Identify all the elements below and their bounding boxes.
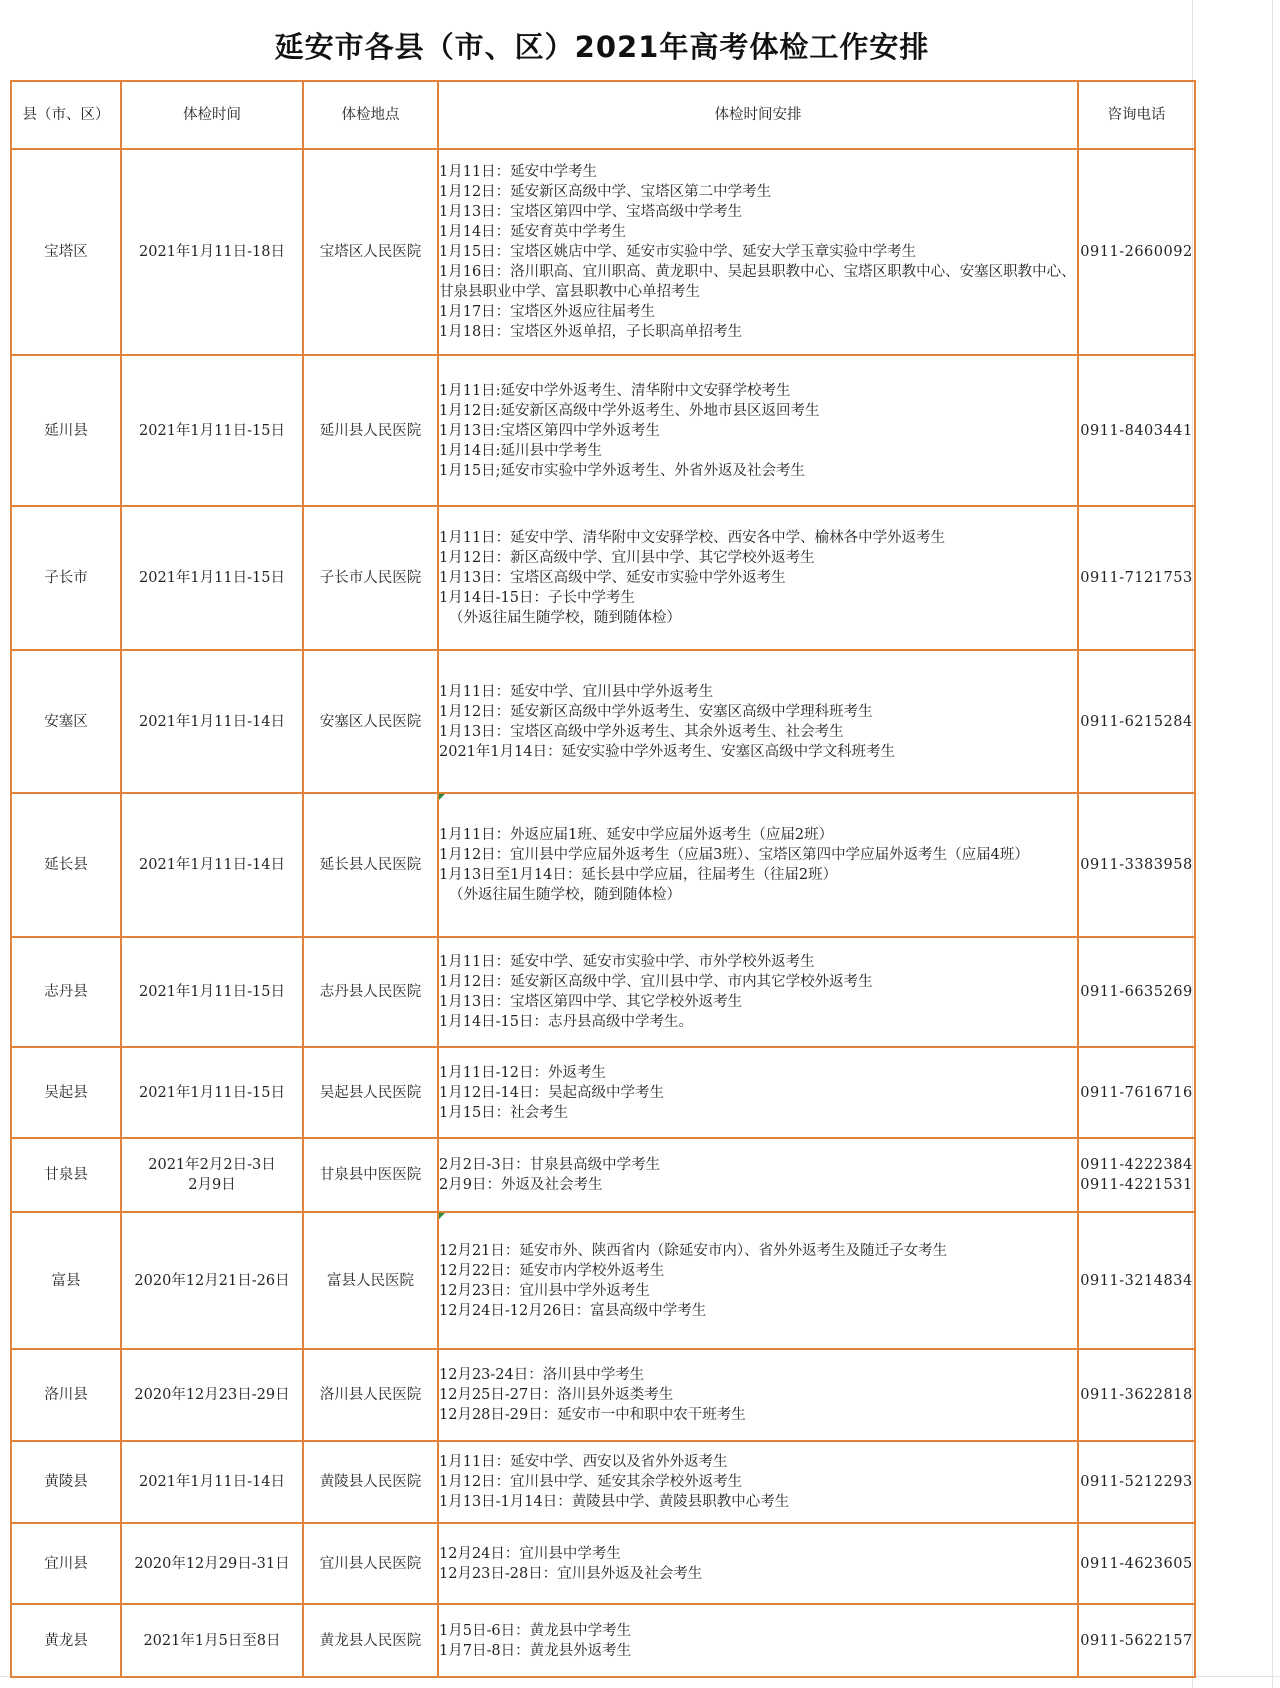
- table-row: [11, 1047, 1195, 1138]
- time-cell: 2021年1月11日-15日: [121, 937, 303, 1047]
- schedule-cell: [438, 355, 1078, 506]
- table-row: [11, 1349, 1195, 1441]
- time-cell: 2021年1月11日-15日: [121, 355, 303, 506]
- county-cell: 志丹县: [11, 937, 121, 1047]
- county-cell: 黄龙县: [11, 1604, 121, 1677]
- schedule-line: 1月14日-15日：子长中学考生: [439, 590, 636, 606]
- schedule-line: 1月12日：延安新区高级中学、宝塔区第二中学考生: [439, 184, 772, 200]
- county-cell: 延长县: [11, 793, 121, 937]
- table-row: [11, 1441, 1195, 1523]
- table-row: [11, 1138, 1195, 1212]
- schedule-line: 1月18日：宝塔区外返单招，子长职高单招考生: [439, 324, 743, 340]
- schedule-cell: [438, 506, 1078, 650]
- phone-number: 0911-5622157: [1080, 1632, 1193, 1649]
- schedule-line: 1月13日:宝塔区第四中学外返考生: [439, 422, 661, 439]
- time-cell: 2020年12月23日-29日: [121, 1349, 303, 1441]
- location-cell: 富县人民医院: [303, 1212, 438, 1349]
- time-cell: 2020年12月21日-26日: [121, 1212, 303, 1349]
- table-row: [11, 937, 1195, 1047]
- time-cell: 2021年1月11日-14日: [121, 793, 303, 937]
- time-line: 2月9日: [188, 1177, 236, 1193]
- time-cell: 2020年12月29日-31日: [121, 1523, 303, 1604]
- county-cell: 富县: [11, 1212, 121, 1349]
- schedule-cell: [438, 1047, 1078, 1138]
- time-cell: 2021年1月11日-15日: [121, 1047, 303, 1138]
- schedule-line: 12月21日：延安市外、陕西省内（除延安市内）、省外外返考生及随迁子女考生: [439, 1242, 948, 1259]
- schedule-line: 1月15日：宝塔区姚店中学、延安市实验中学、延安大学玉章实验中学考生: [439, 244, 917, 260]
- phone-number: 0911-2660092: [1080, 244, 1193, 260]
- schedule-line: 1月12日：宜川县中学应届外返考生（应届3班）、宝塔区第四中学应届外返考生（应届4班）: [439, 847, 1029, 863]
- header-schedule: 体检时间安排: [438, 81, 1078, 149]
- location-cell: 延川县人民医院: [303, 355, 438, 506]
- location-cell: 黄龙县人民医院: [303, 1604, 438, 1677]
- schedule-line: 2月2日-3日：甘泉县高级中学考生: [439, 1157, 661, 1173]
- phone-number: 0911-3383958: [1080, 857, 1193, 873]
- phone-cell: [1078, 650, 1195, 793]
- schedule-line: 12月24日：宜川县中学考生: [439, 1545, 621, 1562]
- schedule-line: 2021年1月14日：延安实验中学外返考生、安塞区高级中学文科班考生: [439, 743, 896, 760]
- phone-cell: [1078, 1441, 1195, 1523]
- time-cell: 2021年1月11日-14日: [121, 1441, 303, 1523]
- phone-cell: [1078, 1212, 1195, 1349]
- schedule-cell: [438, 1441, 1078, 1523]
- schedule-line: 1月11日：延安中学、延安市实验中学、市外学校外返考生: [439, 954, 815, 970]
- schedule-line: 1月13日：宝塔区第四中学、其它学校外返考生: [439, 994, 743, 1010]
- phone-number: 0911-6635269: [1080, 984, 1193, 1000]
- schedule-note: （外返往届生随学校，随到随体检）: [449, 610, 681, 626]
- schedule-cell: [438, 1523, 1078, 1604]
- county-cell: 安塞区: [11, 650, 121, 793]
- phone-number: 0911-4221531: [1080, 1177, 1193, 1193]
- schedule-line: 1月12日-14日：吴起高级中学考生: [439, 1084, 665, 1101]
- phone-number: 0911-3214834: [1080, 1272, 1193, 1289]
- schedule-line: 1月17日：宝塔区外返应往届考生: [439, 304, 656, 320]
- phone-number: 0911-7616716: [1080, 1084, 1193, 1101]
- schedule-table: [10, 80, 1196, 1678]
- schedule-line: 12月23日：宜川县中学外返考生: [439, 1282, 650, 1299]
- county-cell: 宜川县: [11, 1523, 121, 1604]
- table-row: [11, 650, 1195, 793]
- location-cell: 吴起县人民医院: [303, 1047, 438, 1138]
- phone-number: 0911-6215284: [1080, 713, 1193, 730]
- schedule-line: 1月13日：宝塔区第四中学、宝塔高级中学考生: [439, 204, 743, 220]
- time-line: 2021年2月2日-3日: [148, 1157, 276, 1173]
- schedule-line: 1月11日：延安中学、宜川县中学外返考生: [439, 683, 714, 700]
- page-title: 延安市各县（市、区）2021年高考体检工作安排: [274, 29, 930, 64]
- table-row: [11, 793, 1195, 937]
- phone-cell: [1078, 355, 1195, 506]
- location-cell: 黄陵县人民医院: [303, 1441, 438, 1523]
- county-cell: 宝塔区: [11, 149, 121, 355]
- comment-marker-icon: [439, 1213, 445, 1219]
- schedule-line: 1月13日至1月14日：延长县中学应届，往届考生（往届2班）: [439, 867, 838, 883]
- table-row: [11, 1212, 1195, 1349]
- schedule-line: 12月23-24日：洛川县中学考生: [439, 1367, 645, 1383]
- county-cell: 甘泉县: [11, 1138, 121, 1212]
- schedule-line: 1月15日：社会考生: [439, 1104, 569, 1121]
- schedule-line: 1月11日-12日：外返考生: [439, 1064, 607, 1081]
- schedule-line: 1月13日-1月14日：黄陵县中学、黄陵县职教中心考生: [439, 1494, 790, 1510]
- location-cell: 洛川县人民医院: [303, 1349, 438, 1441]
- table-row: [11, 355, 1195, 506]
- phone-cell: [1078, 793, 1195, 937]
- header-county: 县（市、区）: [11, 81, 121, 149]
- schedule-line: 1月14日:延川县中学考生: [439, 442, 603, 459]
- time-cell: 2021年1月11日-15日: [121, 506, 303, 650]
- schedule-line: 1月11日：延安中学考生: [439, 164, 598, 180]
- schedule-cell: [438, 793, 1078, 937]
- location-cell: 安塞区人民医院: [303, 650, 438, 793]
- schedule-line: 1月12日：延安新区高级中学外返考生、安塞区高级中学理科班考生: [439, 703, 873, 720]
- schedule-cell: [438, 1138, 1078, 1212]
- schedule-line: 1月13日：宝塔区高级中学外返考生、其余外返考生、社会考生: [439, 723, 844, 740]
- header-phone: 咨询电话: [1078, 81, 1195, 149]
- table-row: [11, 1523, 1195, 1604]
- county-cell: 延川县: [11, 355, 121, 506]
- phone-cell: [1078, 506, 1195, 650]
- phone-cell: [1078, 1604, 1195, 1677]
- phone-number: 0911-5212293: [1080, 1474, 1193, 1490]
- schedule-line: 1月11日：外返应届1班、延安中学应届外返考生（应届2班）: [439, 827, 834, 843]
- schedule-cell: [438, 1212, 1078, 1349]
- schedule-line: 1月12日：新区高级中学、宜川县中学、其它学校外返考生: [439, 550, 815, 566]
- schedule-line: 12月22日：延安市内学校外返考生: [439, 1262, 665, 1279]
- time-cell: [121, 1138, 303, 1212]
- phone-number: 0911-7121753: [1080, 570, 1193, 586]
- header-location: 体检地点: [303, 81, 438, 149]
- county-cell: 黄陵县: [11, 1441, 121, 1523]
- phone-cell: [1078, 1523, 1195, 1604]
- location-cell: 宜川县人民医院: [303, 1523, 438, 1604]
- location-cell: 子长市人民医院: [303, 506, 438, 650]
- schedule-line: 1月14日：延安育英中学考生: [439, 224, 627, 240]
- table-header-row: [11, 81, 1195, 149]
- schedule-line: 12月25日-27日：洛川县外返类考生: [439, 1387, 674, 1403]
- table-row: [11, 1604, 1195, 1677]
- location-cell: 甘泉县中医医院: [303, 1138, 438, 1212]
- table-row: [11, 506, 1195, 650]
- schedule-line: 1月11日：延安中学、清华附中文安驿学校、西安各中学、榆林各中学外返考生: [439, 530, 946, 546]
- schedule-line: 2月9日：外返及社会考生: [439, 1177, 603, 1193]
- county-cell: 吴起县: [11, 1047, 121, 1138]
- phone-cell: [1078, 149, 1195, 355]
- header-time: 体检时间: [121, 81, 303, 149]
- schedule-line: 1月14日-15日：志丹县高级中学考生。: [439, 1014, 694, 1030]
- county-cell: 子长市: [11, 506, 121, 650]
- table-row: [11, 149, 1195, 355]
- phone-cell: [1078, 1138, 1195, 1212]
- schedule-cell: [438, 1349, 1078, 1441]
- time-cell: 2021年1月11日-18日: [121, 149, 303, 355]
- schedule-line: 1月12日:延安新区高级中学外返考生、外地市县区返回考生: [439, 402, 820, 419]
- schedule-line: 1月11日:延安中学外返考生、清华附中文安驿学校考生: [439, 382, 791, 399]
- schedule-cell: [438, 650, 1078, 793]
- schedule-line: 12月24日-12月26日：富县高级中学考生: [439, 1302, 707, 1319]
- schedule-line: 1月7日-8日：黄龙县外返考生: [439, 1642, 632, 1659]
- phone-number: 0911-4222384: [1080, 1157, 1193, 1173]
- grid-line: [1272, 0, 1273, 1688]
- schedule-line: 1月12日：延安新区高级中学、宜川县中学、市内其它学校外返考生: [439, 974, 873, 990]
- schedule-cell: [438, 149, 1078, 355]
- time-cell: 2021年1月11日-14日: [121, 650, 303, 793]
- schedule-note: （外返往届生随学校，随到随体检）: [449, 887, 681, 903]
- phone-cell: [1078, 1349, 1195, 1441]
- schedule-line: 1月11日：延安中学、西安以及省外外返考生: [439, 1454, 728, 1470]
- comment-marker-icon: [439, 794, 445, 800]
- schedule-line: 1月13日：宝塔区高级中学、延安市实验中学外返考生: [439, 570, 786, 586]
- time-cell: 2021年1月5日至8日: [121, 1604, 303, 1677]
- location-cell: 志丹县人民医院: [303, 937, 438, 1047]
- phone-number: 0911-4623605: [1080, 1555, 1193, 1572]
- phone-cell: [1078, 1047, 1195, 1138]
- schedule-line: 12月28日-29日：延安市一中和职中农干班考生: [439, 1407, 746, 1423]
- county-cell: 洛川县: [11, 1349, 121, 1441]
- location-cell: 延长县人民医院: [303, 793, 438, 937]
- location-cell: 宝塔区人民医院: [303, 149, 438, 355]
- phone-number: 0911-8403441: [1080, 422, 1193, 439]
- schedule-line: 1月5日-6日：黄龙县中学考生: [439, 1622, 632, 1639]
- schedule-line: 1月16日：洛川职高、宜川职高、黄龙职中、吴起县职教中心、宝塔区职教中心、安塞区职教中心、甘泉县职业中学、富县职教中心单招考生: [439, 264, 1076, 300]
- schedule-line: 12月23日-28日：宜川县外返及社会考生: [439, 1565, 703, 1582]
- schedule-line: 1月12日：宜川县中学、延安其余学校外返考生: [439, 1474, 743, 1490]
- schedule-cell: [438, 1604, 1078, 1677]
- schedule-line: 1月15日;延安市实验中学外返考生、外省外返及社会考生: [439, 462, 806, 479]
- phone-number: 0911-3622818: [1080, 1387, 1193, 1403]
- schedule-cell: [438, 937, 1078, 1047]
- phone-cell: [1078, 937, 1195, 1047]
